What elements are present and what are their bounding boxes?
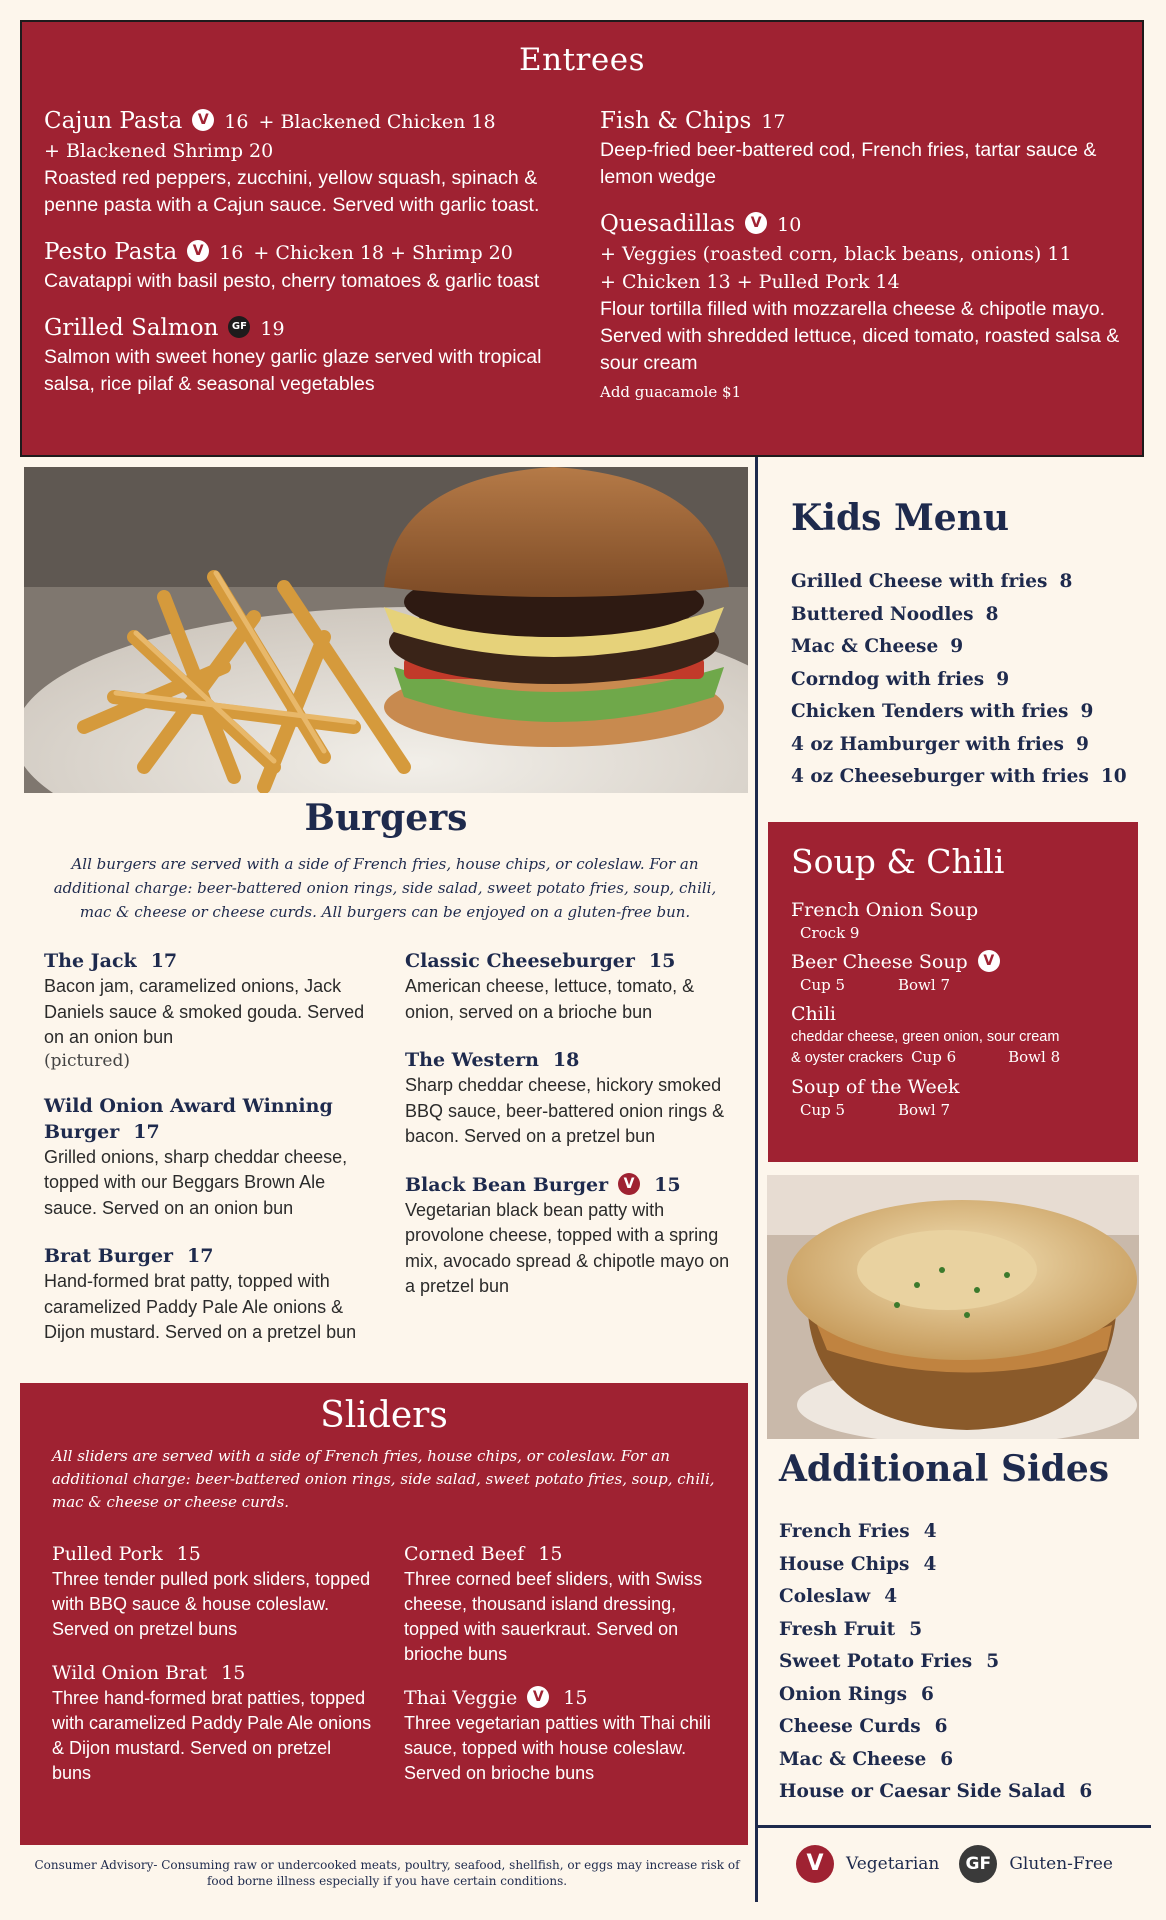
item-name: Pesto Pasta (44, 239, 178, 265)
item-price: 4 (884, 1586, 898, 1607)
sliders-intro: All sliders are served with a side of French fries, house chips, or coleslaw. For an additional charge: beer-battered onion rings, side salad, sweet potato fries, soup, chili, mac & cheese or cheese curds. (52, 1447, 715, 1511)
item-price: 16 (219, 242, 244, 264)
additional-sides-title: Additional Sides (779, 1448, 1109, 1490)
item-note: Add guacamole $1 (600, 383, 742, 401)
vegetarian-icon: V (192, 109, 214, 131)
cup-price: Cup 6 (911, 1048, 957, 1066)
item-note: (pictured) (44, 1050, 130, 1071)
item-name: Chili (791, 1003, 837, 1025)
consumer-advisory: Consumer Advisory- Consuming raw or undercooked meats, poultry, seafood, shellfish, or eggs may increase risk of food borne illness especially if you have certain conditions. (34, 1858, 740, 1888)
gluten-free-icon: GF (959, 1845, 997, 1883)
item-price: 15 (176, 1543, 201, 1565)
list-item (779, 1679, 1092, 1712)
item-name: Coleslaw (779, 1586, 871, 1607)
item-name: Corned Beef (404, 1543, 525, 1565)
item-price: 6 (921, 1683, 934, 1705)
kids-menu-list (791, 566, 1127, 794)
list-item (779, 1581, 1092, 1614)
item-price: 8 (985, 603, 999, 625)
item-name: Corndog with fries (791, 668, 985, 690)
item-name: Wild Onion Award Winning Burger (44, 1094, 333, 1143)
item-name: French Fries (779, 1521, 910, 1542)
item-description: Hand-formed brat patty, topped with caramelized Paddy Pale Ale onions & Dijon mustard. Served on a pretzel bun (44, 1271, 357, 1342)
gluten-free-icon: GF (228, 316, 250, 338)
item-addon: + Chicken 13 + Pulled Pork 14 (600, 271, 900, 293)
menu-item (791, 949, 1131, 995)
cup-price: Cup 5 (800, 1101, 846, 1119)
item-price: 6 (1079, 1781, 1093, 1802)
item-name: Fish & Chips (600, 108, 752, 134)
sides-list (779, 1516, 1092, 1809)
menu-item (44, 948, 374, 1071)
item-price: 15 (538, 1543, 563, 1565)
menu-item (600, 106, 1130, 191)
item-name: Cajun Pasta (44, 108, 183, 134)
item-name: Thai Veggie (404, 1687, 518, 1709)
item-price: 6 (934, 1716, 948, 1737)
item-addon: + Blackened Shrimp 20 (44, 140, 274, 162)
menu-item (44, 237, 584, 295)
item-price: 6 (940, 1748, 954, 1770)
entrees-section (20, 20, 1144, 457)
item-price: 9 (1080, 701, 1094, 722)
list-item (779, 1614, 1092, 1647)
vegetarian-icon: V (978, 950, 1000, 972)
item-name: Cheese Curds (779, 1716, 921, 1737)
item-name: The Jack (44, 950, 137, 972)
item-price: 17 (187, 1245, 214, 1267)
item-description: Deep-fried beer-battered cod, French fries, tartar sauce & lemon wedge (600, 139, 1097, 188)
item-name: Fresh Fruit (779, 1618, 896, 1640)
menu-item (52, 1541, 372, 1642)
item-price: 15 (221, 1662, 246, 1684)
burgers-left-column (44, 948, 374, 1368)
entrees-right-column (600, 106, 1130, 419)
item-name: French Onion Soup (791, 899, 979, 921)
entrees-title: Entrees (519, 42, 645, 78)
item-price: 5 (909, 1618, 923, 1640)
bowl-price: Bowl 7 (898, 976, 951, 994)
menu-item (44, 1093, 374, 1222)
item-name: Chicken Tenders with fries (791, 701, 1069, 722)
item-price: 4 (923, 1553, 937, 1575)
item-description: Sharp cheddar cheese, hickory smoked BBQ sauce, beer-battered onion rings & bacon. Served on a pretzel bun (405, 1075, 725, 1146)
item-name: Grilled Salmon (44, 315, 219, 341)
item-name: 4 oz Hamburger with fries (791, 733, 1064, 755)
list-item (791, 664, 1127, 697)
item-price: 17 (761, 111, 786, 133)
list-item (779, 1776, 1092, 1809)
item-price: 8 (1059, 571, 1073, 592)
item-price: 19 (260, 318, 285, 340)
legend (796, 1845, 1113, 1883)
entrees-left-column (44, 106, 584, 416)
item-name: Pulled Pork (52, 1543, 163, 1565)
item-name: The Western (405, 1049, 539, 1071)
list-item (791, 566, 1127, 599)
list-item (791, 729, 1127, 762)
menu-item (44, 106, 584, 219)
item-name: Black Bean Burger (405, 1173, 609, 1196)
list-item (779, 1549, 1092, 1582)
sliders-left-column (52, 1541, 372, 1804)
bowl-price: Bowl 7 (898, 1101, 951, 1119)
item-name: Beer Cheese Soup (791, 951, 968, 973)
item-description: Three tender pulled pork sliders, topped with BBQ sauce & house coleslaw. Served on pretzel buns (52, 1569, 371, 1639)
item-name: Onion Rings (779, 1683, 908, 1705)
burgers-intro: All burgers are served with a side of French fries, house chips, or coleslaw. For an additional charge: beer-battered onion rings, side salad, sweet potato fries, soup, chili, mac & cheese or cheese curds. All burgers can be enjoyed on a gluten-free bun. (53, 855, 717, 921)
item-name: Mac & Cheese (779, 1748, 927, 1770)
burgers-right-column (405, 948, 740, 1322)
item-description: Roasted red peppers, zucchini, yellow squash, spinach & penne pasta with a Cajun sauce. Served with garlic toast. (44, 167, 540, 216)
item-price: 9 (1075, 733, 1089, 755)
item-price: 4 (923, 1521, 937, 1542)
item-price: 16 (224, 111, 249, 133)
menu-item (44, 1243, 374, 1346)
list-item (779, 1646, 1092, 1679)
vegetarian-icon: V (796, 1845, 834, 1883)
item-description: Salmon with sweet honey garlic glaze served with tropical salsa, rice pilaf & seasonal vegetables (44, 346, 542, 395)
menu-item (404, 1685, 734, 1786)
menu-item (600, 209, 1130, 401)
vertical-divider (755, 457, 758, 1902)
item-addon: + Chicken 18 + Shrimp 20 (253, 242, 513, 264)
menu-item (791, 1074, 1131, 1120)
item-name: Brat Burger (44, 1245, 174, 1267)
sliders-section (20, 1383, 748, 1845)
item-name: Sweet Potato Fries (779, 1651, 973, 1672)
soup-photo (767, 1175, 1139, 1439)
list-item (791, 761, 1127, 794)
item-name: House Chips (779, 1553, 910, 1575)
item-price: 9 (996, 668, 1010, 690)
item-description: Grilled onions, sharp cheddar cheese, topped with our Beggars Brown Ale sauce. Served on an onion bun (44, 1146, 348, 1218)
item-addon: + Veggies (roasted corn, black beans, onions) 11 (600, 243, 1072, 265)
item-price: 18 (552, 1049, 580, 1071)
item-description: Bacon jam, caramelized onions, Jack Daniels sauce & smoked gouda. Served on an onion bun (44, 976, 365, 1047)
bowl-price: Bowl 8 (1008, 1048, 1061, 1066)
legend-label: Gluten-Free (1009, 1854, 1113, 1874)
item-name: House or Caesar Side Salad (779, 1781, 1066, 1802)
item-price: Crock 9 (800, 924, 860, 942)
sliders-title: Sliders (320, 1395, 448, 1436)
item-description: Vegetarian black bean patty with provolone cheese, topped with a spring mix, avocado spread & chipotle mayo on a pretzel bun (405, 1199, 730, 1296)
vegetarian-icon: V (618, 1173, 640, 1195)
item-price: 10 (1100, 766, 1127, 787)
item-name: 4 oz Cheeseburger with fries (791, 766, 1089, 787)
cup-price: Cup 5 (800, 976, 846, 994)
item-description: & oyster crackers (791, 1050, 903, 1066)
menu-item (791, 1001, 1131, 1068)
menu-item (405, 1172, 740, 1300)
menu-item (44, 313, 584, 398)
item-name: Classic Cheeseburger (405, 950, 635, 972)
vegetarian-icon: V (527, 1686, 549, 1708)
menu-item (405, 1047, 740, 1150)
sliders-right-column (404, 1541, 734, 1804)
horizontal-divider (758, 1825, 1151, 1828)
legend-label: Vegetarian (846, 1854, 940, 1874)
item-price: 17 (133, 1120, 160, 1143)
item-name: Mac & Cheese (791, 636, 939, 657)
burger-photo (24, 467, 748, 793)
kids-menu-title: Kids Menu (791, 497, 1010, 539)
list-item (791, 631, 1127, 664)
menu-item (52, 1660, 372, 1786)
menu-item (404, 1541, 734, 1667)
item-price: 15 (654, 1173, 681, 1196)
item-name: Quesadillas (600, 211, 736, 237)
item-price: 5 (986, 1651, 1000, 1672)
item-name: Grilled Cheese with fries (791, 571, 1048, 592)
item-price: 10 (777, 214, 802, 236)
item-description: cheddar cheese, green onion, sour cream (791, 1029, 1060, 1045)
item-description: Three corned beef sliders, with Swiss cheese, thousand island dressing, topped with sauerkraut. Served on brioche buns (404, 1569, 703, 1664)
list-item (779, 1711, 1092, 1744)
soup-chili-title: Soup & Chili (791, 842, 1005, 881)
item-price: 9 (950, 636, 964, 657)
item-description: American cheese, lettuce, tomato, & onion, served on a brioche bun (405, 976, 695, 1022)
vegetarian-icon: V (745, 212, 767, 234)
menu-item (405, 948, 740, 1025)
list-item (791, 599, 1127, 632)
list-item (779, 1744, 1092, 1777)
item-addon: + Blackened Chicken 18 (258, 111, 496, 133)
list-item (791, 696, 1127, 729)
item-description: Three hand-formed brat patties, topped with caramelized Paddy Pale Ale onions & Dijon mustard. Served on pretzel buns (52, 1688, 372, 1783)
menu-item (791, 897, 1131, 943)
item-name: Wild Onion Brat (52, 1662, 208, 1684)
list-item (779, 1516, 1092, 1549)
item-description: Flour tortilla filled with mozzarella cheese & chipotle mayo. Served with shredded lettuce, diced tomato, roasted salsa & sour cream (600, 298, 1120, 374)
item-price: 15 (563, 1687, 588, 1709)
item-description: Three vegetarian patties with Thai chili sauce, topped with house coleslaw. Served on brioche buns (404, 1713, 711, 1783)
item-name: Buttered Noodles (791, 603, 974, 625)
soup-chili-section (768, 822, 1138, 1162)
vegetarian-icon: V (187, 240, 209, 262)
item-price: 15 (648, 950, 676, 972)
item-price: 17 (150, 950, 178, 972)
burgers-title: Burgers (304, 797, 468, 839)
item-name: Soup of the Week (791, 1076, 960, 1098)
item-description: Cavatappi with basil pesto, cherry tomatoes & garlic toast (44, 270, 540, 292)
